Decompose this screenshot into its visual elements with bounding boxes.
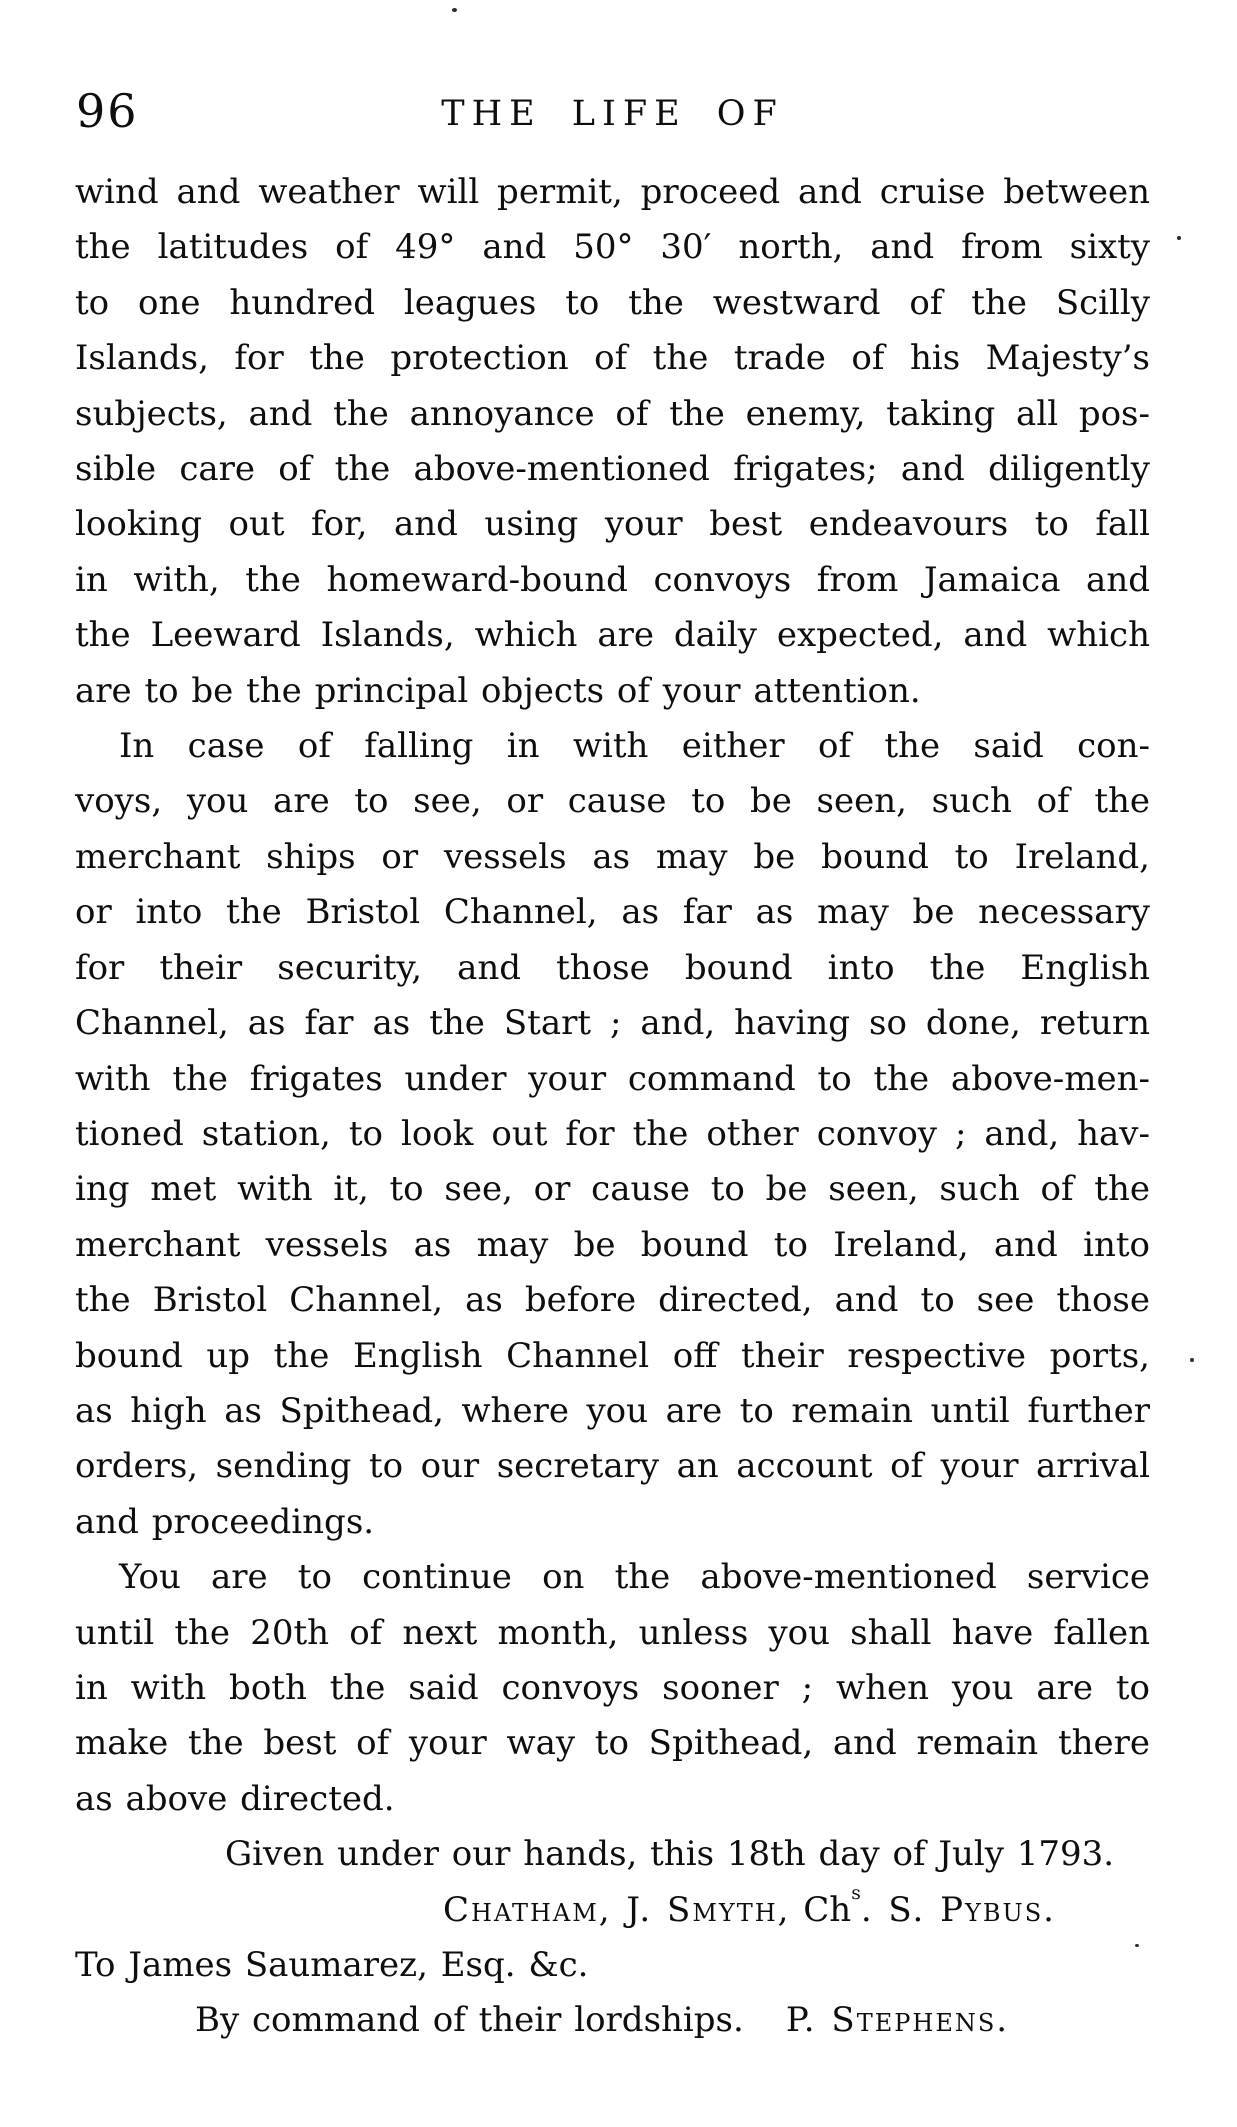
text-line: and proceedings. — [75, 1501, 375, 1542]
text-line: as high as Spithead, where you are to remain until further — [75, 1390, 1150, 1431]
signature-superscript: s — [851, 1882, 861, 1904]
scan-speck — [452, 8, 457, 12]
secretary-name: P. Stephens. — [785, 2000, 1010, 2041]
text-line: orders, sending to our secretary an account of your arrival — [75, 1446, 1150, 1487]
text-line: to one hundred leagues to the westward of the Scilly — [75, 282, 1150, 323]
command-line — [75, 1993, 1150, 2048]
scan-speck — [1135, 1944, 1139, 1947]
text-line: with the frigates under your command to the above-men- — [75, 1058, 1150, 1099]
page-number: 96 — [76, 84, 139, 138]
text-line: sible care of the above-mentioned frigates; and diligently — [75, 449, 1150, 490]
text-line: Channel, as far as the Start ; and, having so done, return — [75, 1003, 1150, 1044]
text-line: You are to continue on the above-mentioned service — [119, 1557, 1150, 1598]
text-line: merchant vessels as may be bound to Ireland, and into — [75, 1224, 1150, 1265]
text-line: looking out for, and using your best endeavours to fall — [75, 504, 1150, 545]
text-line: the latitudes of 49° and 50° 30′ north, and from sixty — [75, 227, 1150, 268]
text-line: tioned station, to look out for the other convoy ; and, hav- — [75, 1113, 1150, 1154]
page-body — [75, 165, 1150, 2049]
text-line: wind and weather will permit, proceed and cruise between — [75, 172, 1150, 212]
dateline: Given under our hands, this 18th day of July 1793. — [225, 1834, 1115, 1875]
text-line: the Bristol Channel, as before directed, and to see those — [75, 1280, 1150, 1321]
signature-names: Chatham, J. Smyth, — [443, 1889, 791, 1930]
text-line: In case of falling in with either of the said con- — [119, 726, 1150, 767]
running-header: THE LIFE OF — [441, 94, 784, 134]
text-line: make the best of your way to Spithead, and remain there — [75, 1723, 1150, 1764]
text-line: voys, you are to see, or cause to be seen, such of the — [75, 781, 1150, 822]
text-line: are to be the principal objects of your attention. — [75, 670, 921, 711]
scan-speck — [1190, 1358, 1194, 1362]
text-line: Islands, for the protection of the trade of his Majesty’s — [75, 338, 1150, 379]
text-line: or into the Bristol Channel, as far as may be necessary — [75, 892, 1150, 933]
addressee-line: To James Saumarez, Esq. &c. — [75, 1945, 589, 1985]
signature-pybus: . S. Pybus. — [860, 1889, 1056, 1930]
command-text: By command of their lordships. — [195, 2000, 744, 2041]
text-line: bound up the English Channel off their respective ports, — [75, 1335, 1150, 1376]
text-line: as above directed. — [75, 1778, 395, 1819]
text-line: merchant ships or vessels as may be bound to Ireland, — [75, 836, 1150, 877]
signature-line — [75, 1883, 1150, 1938]
text-line: until the 20th of next month, unless you shall have fallen — [75, 1612, 1150, 1653]
text-line: in with both the said convoys sooner ; when you are to — [75, 1667, 1150, 1708]
text-line: for their security, and those bound into the English — [75, 947, 1150, 988]
text-line: subjects, and the annoyance of the enemy, taking all pos- — [75, 393, 1150, 434]
signature-ch: Ch — [790, 1889, 852, 1930]
text-line: the Leeward Islands, which are daily expected, and which — [75, 615, 1150, 656]
text-line: ing met with it, to see, or cause to be seen, such of the — [75, 1169, 1150, 1210]
scan-speck — [1177, 236, 1181, 240]
text-line: in with, the homeward-bound convoys from Jamaica and — [75, 559, 1150, 600]
